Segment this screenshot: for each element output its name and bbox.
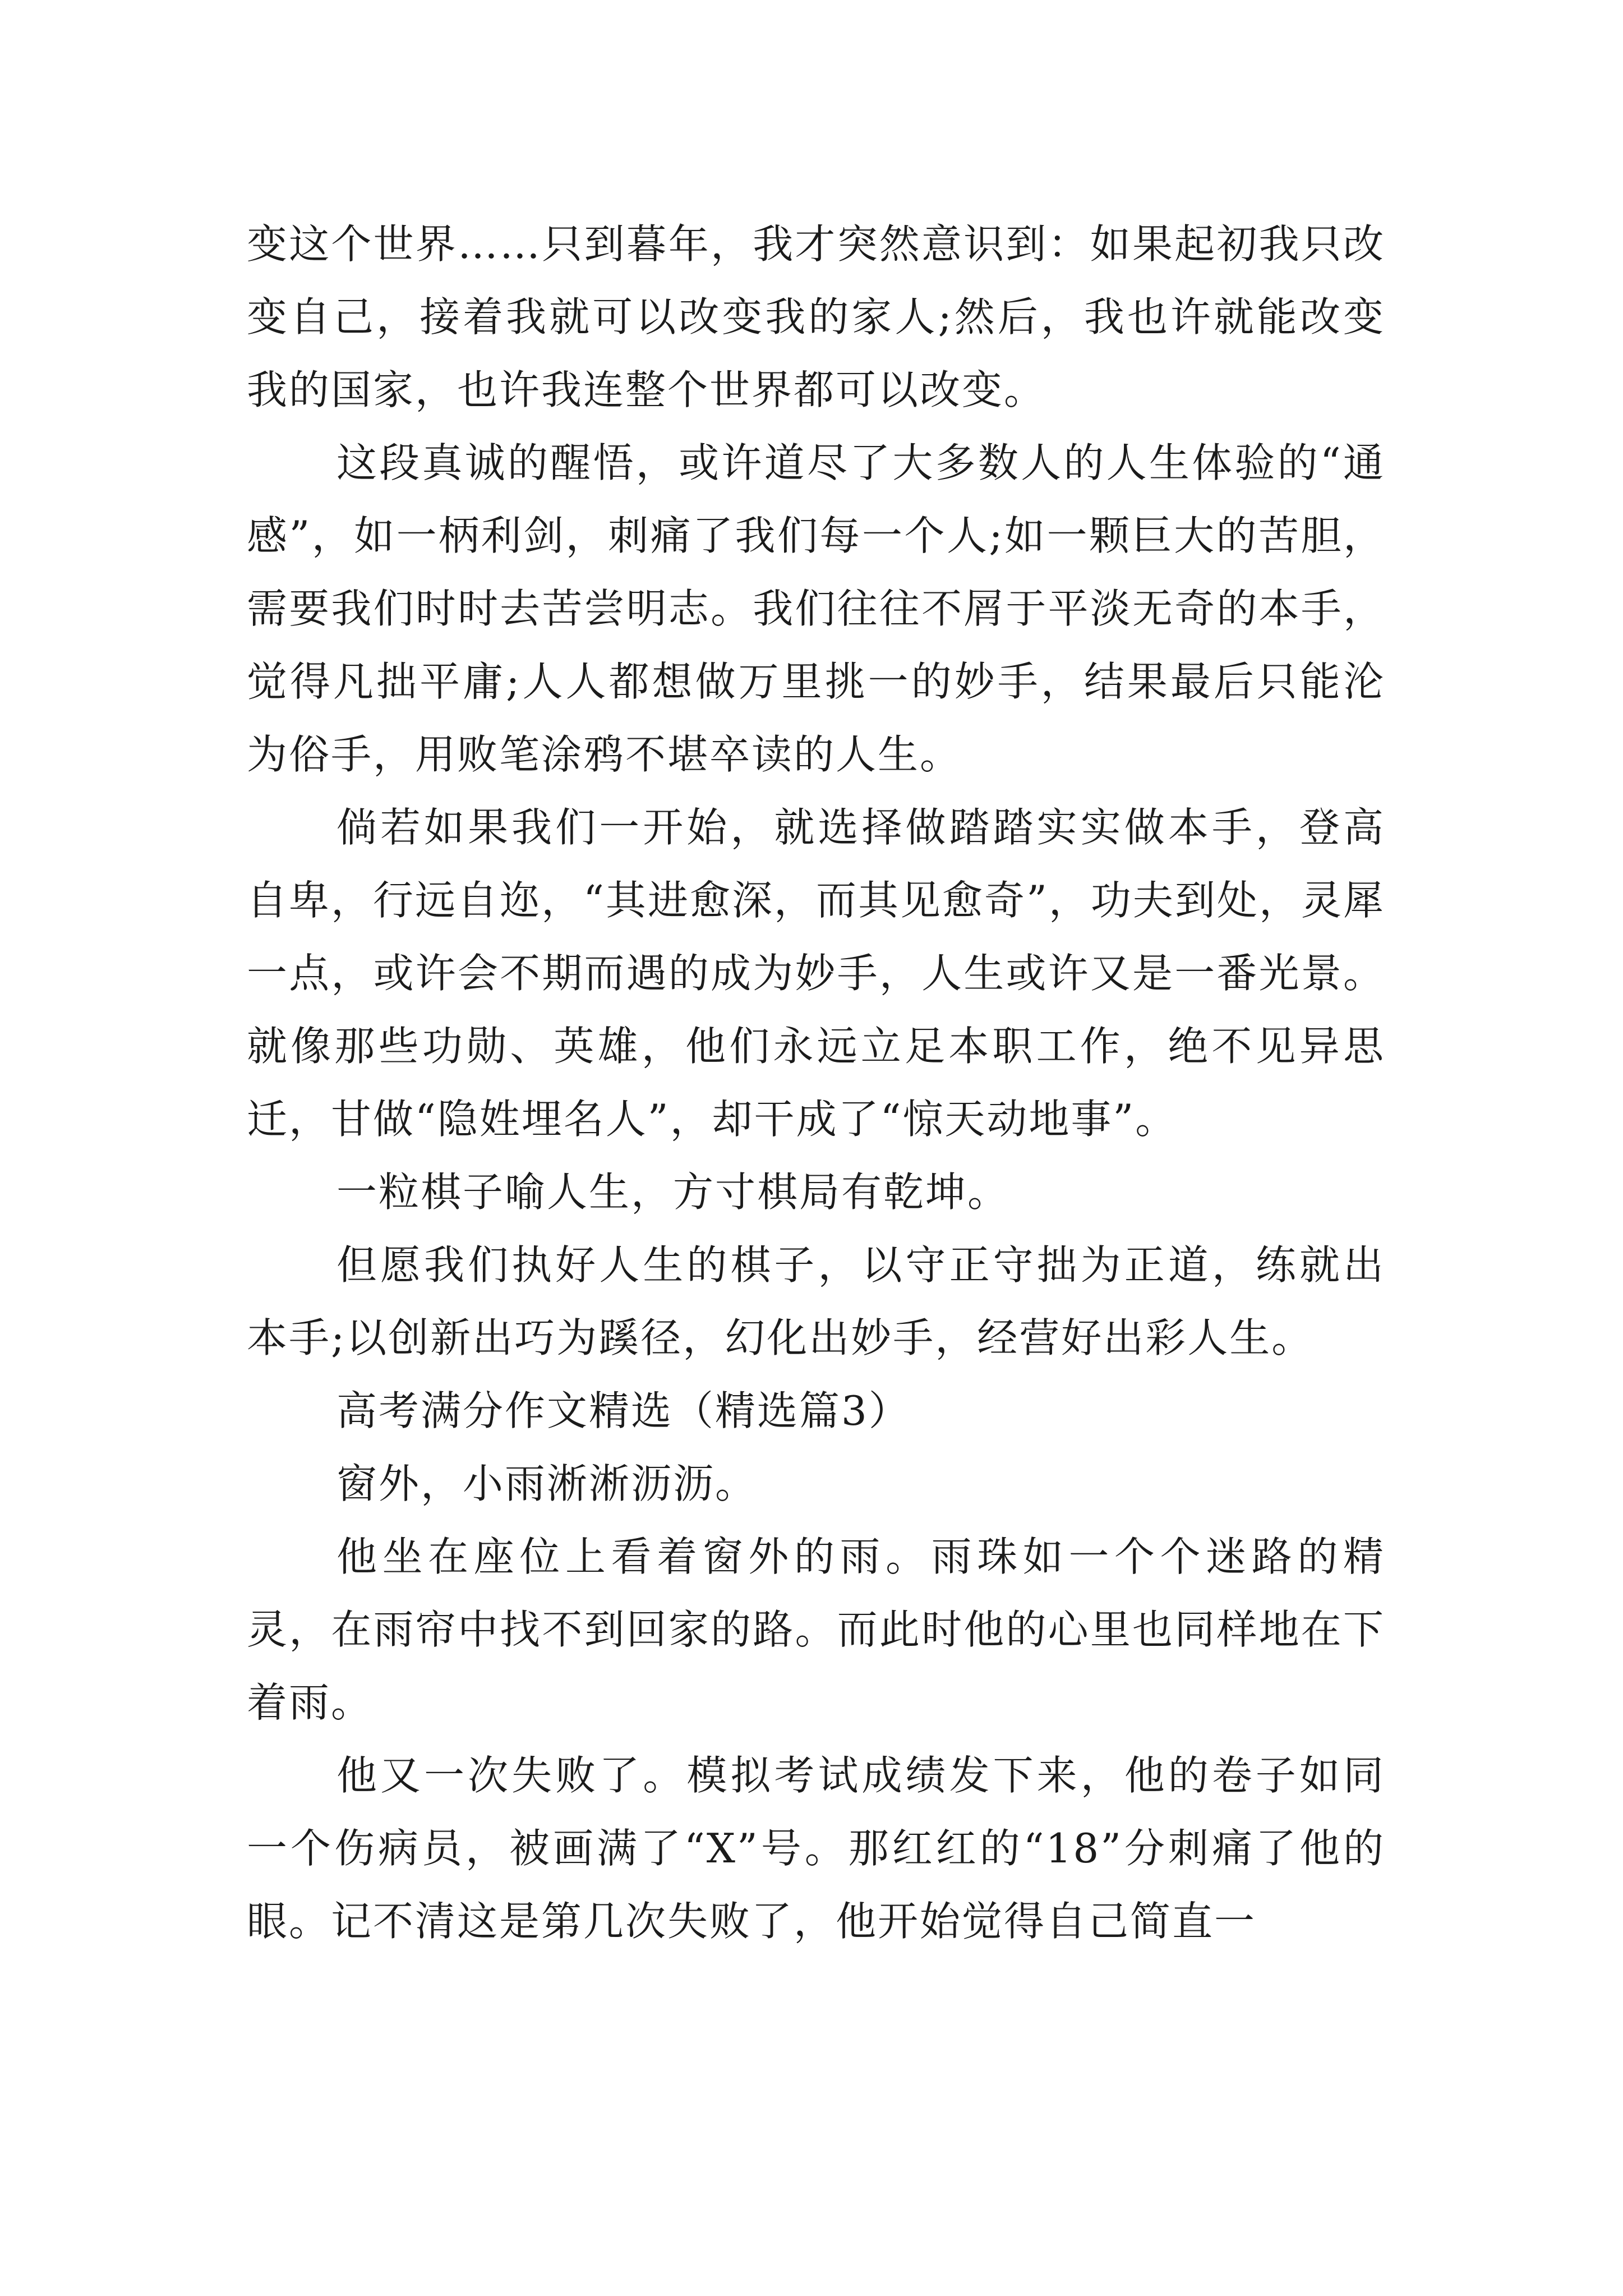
document-body [247,208,1385,1958]
paragraph: 他坐在座位上看着窗外的雨。雨珠如一个个迷路的精灵，在雨帘中找不到回家的路。而此时他的心里也同样地在下着雨。 [247,1533,1385,1726]
paragraph: 但愿我们执好人生的棋子，以守正守拙为正道，练就出本手;以创新出巧为蹊径，幻化出妙手，经营好出彩人生。 [247,1241,1385,1361]
paragraph: 他又一次失败了。模拟考试成绩发下来，他的卷子如同一个伤病员，被画满了“X”号。那红红的“18”分刺痛了他的眼。记不清这是第几次失败了，他开始觉得自己简直一 [247,1752,1385,1945]
paragraph: 这段真诚的醒悟，或许道尽了大多数人的人生体验的“通感”，如一柄利剑，刺痛了我们每一个人;如一颗巨大的苦胆，需要我们时时去苦尝明志。我们往往不屑于平淡无奇的本手，觉得凡拙平庸;人人都想做万里挑一的妙手，结果最后只能沦为俗手，用败笔涂鸦不堪卒读的人生。 [247,439,1385,778]
paragraph: 倘若如果我们一开始，就选择做踏踏实实做本手，登高自卑，行远自迩，“其进愈深，而其见愈奇”，功夫到处，灵犀一点，或许会不期而遇的成为妙手，人生或许又是一番光景。就像那些功勋、英雄，他们永远立足本职工作，绝不见异思迁，甘做“隐姓埋名人”，却干成了“惊天动地事”。 [247,804,1385,1143]
paragraph: 一粒棋子喻人生，方寸棋局有乾坤。 [336,1168,1010,1216]
paragraph: 窗外，小雨淅淅沥沥。 [336,1460,758,1507]
paragraph-continued: 变这个世界……只到暮年，我才突然意识到：如果起初我只改变自己，接着我就可以改变我的家人;然后，我也许就能改变我的国家，也许我连整个世界都可以改变。 [247,220,1385,413]
section-heading: 高考满分作文精选（精选篇3） [336,1387,911,1434]
